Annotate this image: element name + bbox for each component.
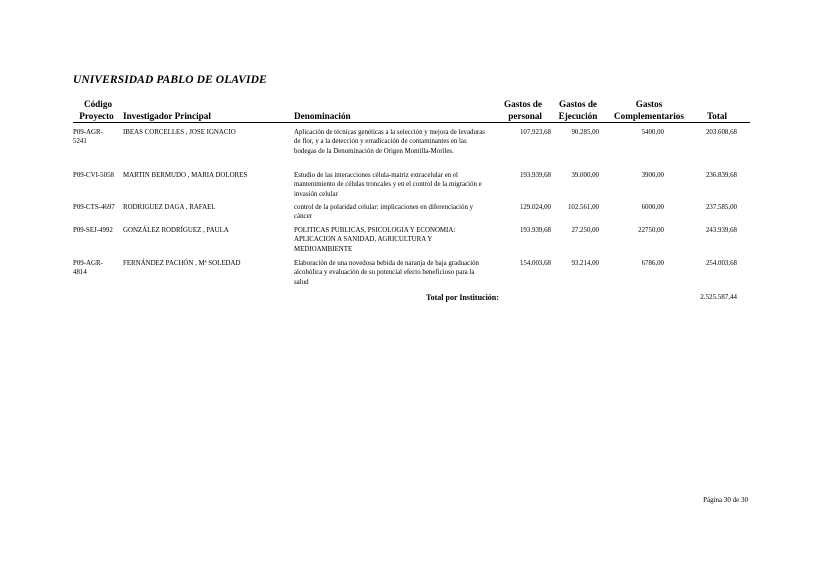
document-title: UNIVERSIDAD PABLO DE OLAVIDE <box>73 74 267 86</box>
cell-investigador: FERNÁNDEZ PACHÓN , Mª SOLEDAD <box>123 260 241 267</box>
cell-gastos-complementarios: 6786,00 <box>641 260 664 267</box>
header-denominacion: Denominación <box>294 111 351 121</box>
header-rule <box>73 122 750 123</box>
header-gastos-personal-line2: personal <box>508 111 542 121</box>
cell-gastos-ejecucion: 39.000,00 <box>571 172 599 179</box>
header-gastos-ejecucion <box>548 98 608 122</box>
cell-codigo: P09-CTS-4697 <box>73 204 115 211</box>
cell-gastos-ejecucion: 90.285,00 <box>571 129 599 136</box>
cell-total: 203.608,68 <box>705 129 737 136</box>
header-total: Total <box>707 111 728 121</box>
cell-gastos-complementarios: 22750,00 <box>638 227 664 234</box>
cell-gastos-personal: 193.939,68 <box>519 227 551 234</box>
cell-denominacion: POLITICAS PUBLICAS, PSICOLOGIA Y ECONOMIA: APLICACION A SANIDAD, AGRICULTURA Y MEDIOAMBIENTE <box>294 227 456 253</box>
cell-gastos-personal: 154.003,68 <box>519 260 551 267</box>
header-gastos-complementarios <box>609 98 689 122</box>
header-investigador: Investigador Principal <box>123 111 211 121</box>
header-gastos-ejecucion-line2: Ejecución <box>558 111 598 121</box>
total-institucion-label: Total por Institución: <box>426 293 499 302</box>
cell-gastos-personal: 129.024,00 <box>519 204 551 211</box>
header-gastos-complementarios-line2: Complementarios <box>614 111 684 121</box>
cell-denominacion: control de la polaridad celular: implicaciones en diferenciación y cáncer <box>294 204 474 221</box>
cell-gastos-ejecucion: 93.214,00 <box>571 260 599 267</box>
cell-denominacion: Elaboración de una novedosa bebida de naranja de baja graduación alcohólica y evaluación de su potencial efecto beneficioso para la salud <box>294 260 480 286</box>
header-gastos-complementarios-line1: Gastos <box>635 99 663 109</box>
cell-investigador: MARTIN BERMUDO , MARIA DOLORES <box>123 172 248 179</box>
header-codigo-line1: Código <box>83 99 113 109</box>
cell-gastos-personal: 193.939,68 <box>519 172 551 179</box>
cell-investigador: IBEAS CORCELLES , JOSE IGNACIO <box>123 129 236 136</box>
cell-gastos-complementarios: 5400,00 <box>641 129 664 136</box>
cell-denominacion: Aplicación de técnicas genéticas a la selección y mejora de levaduras de flor, y a la detección y erradicación de contaminantes en las bodegas de la Denominación de Origen Montilla-Moriles. <box>294 129 485 155</box>
cell-investigador: RODRIGUEZ DAGA , RAFAEL <box>123 204 216 211</box>
cell-total: 237.585,00 <box>705 204 737 211</box>
cell-gastos-complementarios: 6000,00 <box>641 204 664 211</box>
page-number: Página 30 de 30 <box>703 496 748 504</box>
cell-codigo: P09-SEJ-4992 <box>73 227 113 234</box>
header-gastos-personal <box>490 98 542 122</box>
cell-gastos-ejecucion: 102.561,00 <box>567 204 599 211</box>
header-codigo-line2: Proyecto <box>79 111 114 121</box>
cell-total: 254.003,68 <box>705 260 737 267</box>
cell-total: 236.839,68 <box>705 172 737 179</box>
cell-total: 243.939,68 <box>705 227 737 234</box>
cell-codigo: P09-AGR-4814 <box>73 260 103 277</box>
cell-gastos-complementarios: 3900,00 <box>641 172 664 179</box>
cell-gastos-ejecucion: 27.250,00 <box>571 227 599 234</box>
total-institucion-value: 2.525.587,44 <box>700 293 737 301</box>
cell-investigador: GONZÁLEZ RODRÍGUEZ , PAULA <box>123 227 229 234</box>
header-codigo <box>78 98 118 122</box>
cell-codigo: P09-AGR-5241 <box>73 129 103 146</box>
cell-gastos-personal: 107.923,68 <box>519 129 551 136</box>
header-gastos-personal-line1: Gastos de <box>503 99 542 109</box>
cell-denominacion: Estudio de las interacciones célula-matriz extracelular en el mantenimiento de células troncales y en el control de la migración e invasión celular <box>294 172 482 198</box>
cell-codigo: P09-CVI-5058 <box>73 172 114 179</box>
header-gastos-ejecucion-line1: Gastos de <box>558 99 598 109</box>
